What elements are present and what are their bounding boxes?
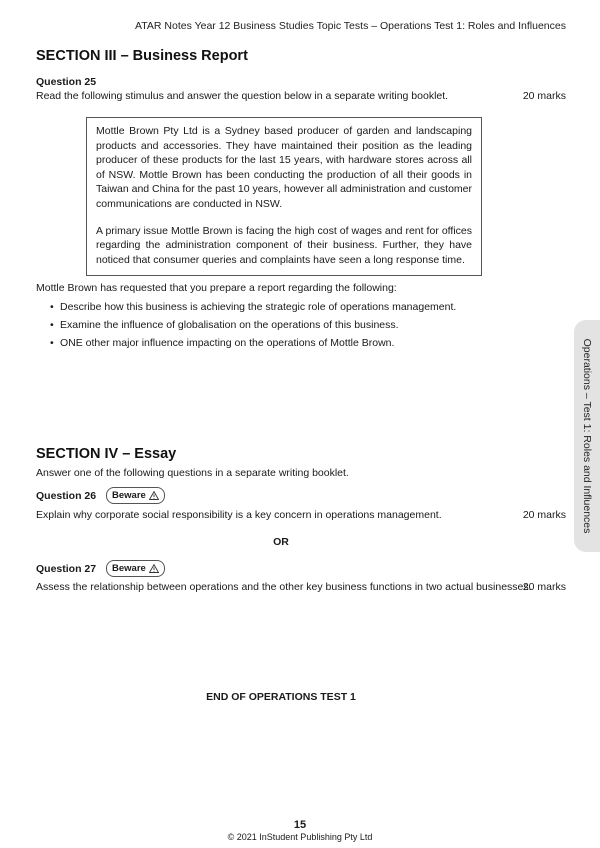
report-request: Mottle Brown has requested that you prepare a report regarding the following: bbox=[36, 282, 397, 294]
question-26-text: Explain why corporate social responsibility is a key concern in operations management. bbox=[36, 509, 442, 521]
section-3-instruction: Read the following stimulus and answer the question below in a separate writing booklet. bbox=[36, 90, 449, 102]
list-item: • Examine the influence of globalisation on the operations of this business. bbox=[46, 318, 456, 336]
running-header: ATAR Notes Year 12 Business Studies Topic Tests – Operations Test 1: Roles and Influences bbox=[135, 20, 566, 32]
question-27-marks: 20 marks bbox=[522, 581, 566, 593]
beware-label: Beware bbox=[112, 563, 146, 574]
question-26-label: Question 26 bbox=[36, 490, 97, 502]
warning-triangle-icon bbox=[149, 491, 159, 500]
end-of-test-text: END OF OPERATIONS TEST 1 bbox=[206, 691, 356, 703]
page-number: 15 bbox=[293, 819, 307, 831]
stimulus-paragraph-1: Mottle Brown Pty Ltd is a Sydney based producer of garden and landscaping products and accessories. They have maintained their position as the leading producer of these products for the last 15 years, with hardware stores across all of NSW. Mottle Brown has been conducting the production of all their goods in Taiwan and China for the past 10 years, however all administration and customer communications are conducted in NSW. bbox=[96, 125, 472, 210]
beware-label: Beware bbox=[112, 490, 146, 501]
list-item: • ONE other major influence impacting on the operations of Mottle Brown. bbox=[46, 336, 456, 354]
copyright-notice: © 2021 InStudent Publishing Pty Ltd bbox=[227, 832, 373, 842]
side-tab bbox=[574, 320, 600, 552]
or-separator: OR bbox=[273, 536, 289, 548]
report-bullet-list bbox=[46, 300, 456, 354]
side-tab-label: Operations – Test 1: Roles and Influences bbox=[581, 338, 593, 534]
beware-badge bbox=[106, 487, 165, 504]
beware-badge bbox=[106, 560, 165, 577]
question-27-text: Assess the relationship between operations and the other key business functions in two actual businesses. bbox=[36, 581, 532, 593]
section-4-instruction: Answer one of the following questions in a separate writing booklet. bbox=[36, 467, 349, 479]
section-3-title: SECTION III – Business Report bbox=[36, 48, 248, 64]
section-4-title: SECTION IV – Essay bbox=[36, 446, 177, 462]
list-item: • Describe how this business is achieving the strategic role of operations management. bbox=[46, 300, 456, 318]
stimulus-paragraph-2: A primary issue Mottle Brown is facing the high cost of wages and rent for offices regarding the administration component of their business. Further, they have noticed that consumer queries and complaints have seen a long response time. bbox=[96, 224, 472, 266]
question-25-marks: 20 marks bbox=[522, 90, 566, 102]
question-27-label: Question 27 bbox=[36, 563, 97, 575]
question-26-marks: 20 marks bbox=[522, 509, 566, 521]
stimulus-box bbox=[86, 117, 482, 276]
question-25-label: Question 25 bbox=[36, 76, 97, 88]
warning-triangle-icon bbox=[149, 564, 159, 573]
